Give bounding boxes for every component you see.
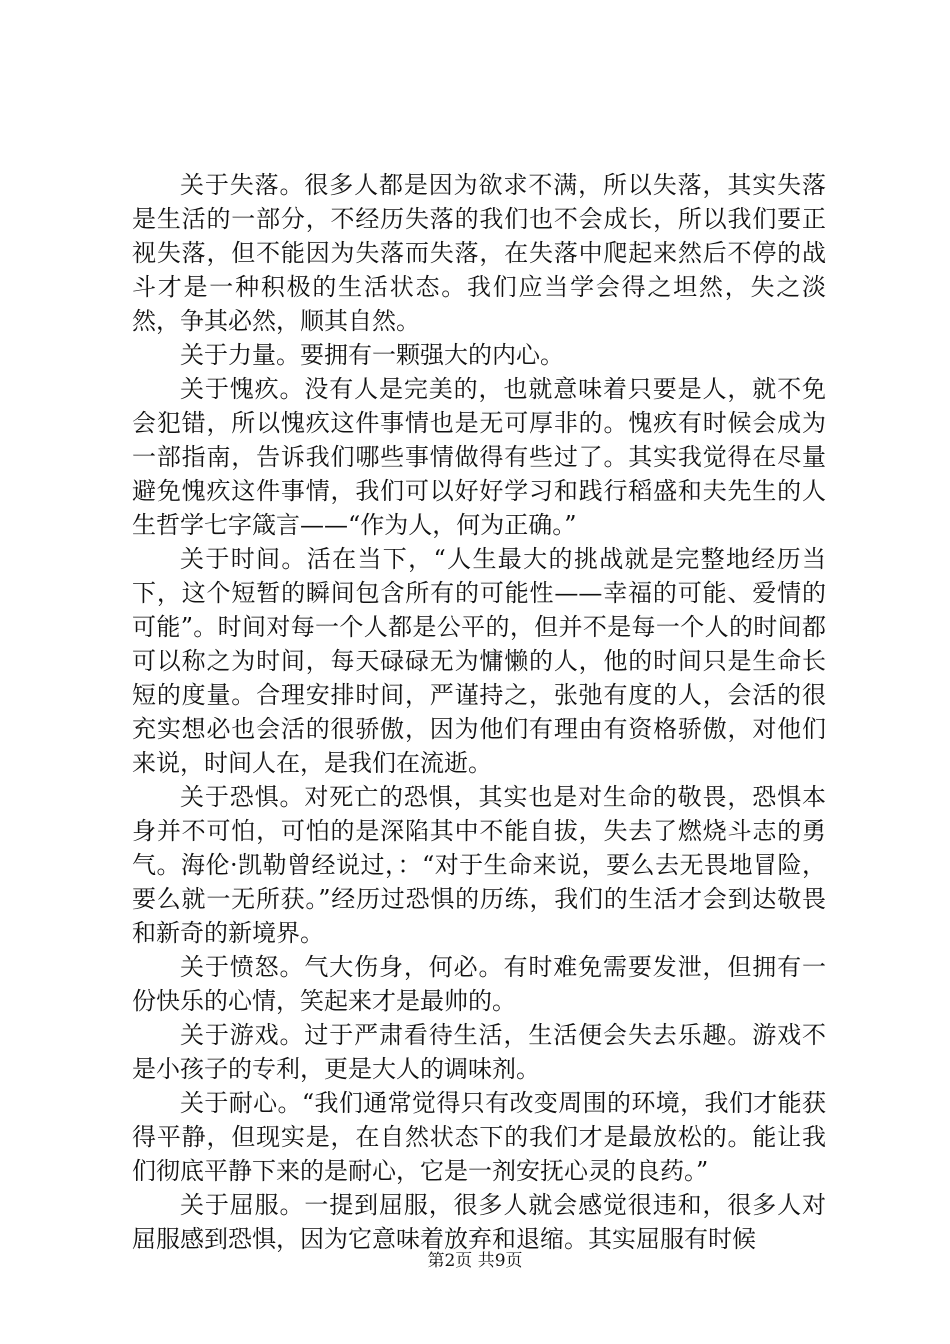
paragraph-surrender: 关于屈服。一提到屈服，很多人就会感觉很违和，很多人对屈服感到恐惧，因为它意味着放弃和退缩。其实屈服有时候 [132,1191,826,1253]
paragraph-time: 关于时间。活在当下，“人生最大的挑战就是完整地经历当下，这个短暂的瞬间包含所有的可能性——幸福的可能、爱情的可能”。时间对每一个人都是公平的，但并不是每一个人的时间都可以称之为时间，每天碌碌无为慵懒的人，他的时间只是生命长短的度量。合理安排时间，严谨持之，张弛有度的人，会活的很充实想必也会活的很骄傲，因为他们有理由有资格骄傲，对他们来说，时间人在，是我们在流逝。 [132,545,826,777]
paragraph-patience: 关于耐心。“我们通常觉得只有改变周围的环境，我们才能获得平静，但现实是，在自然状态下的我们才是最放松的。能让我们彻底平静下来的是耐心，它是一剂安抚心灵的良药。” [132,1089,826,1185]
paragraph-fear: 关于恐惧。对死亡的恐惧，其实也是对生命的敬畏，恐惧本身并不可怕，可怕的是深陷其中不能自拔，失去了燃烧斗志的勇气。海伦·凯勒曾经说过，：“对于生命来说，要么去无畏地冒险，要么就一无所获。”经历过恐惧的历练，我们的生活才会到达敬畏和新奇的新境界。 [132,783,826,947]
paragraph-games: 关于游戏。过于严肃看待生活，生活便会失去乐趣。游戏不是小孩子的专利，更是大人的调味剂。 [132,1021,826,1083]
paragraph-guilt: 关于愧疚。没有人是完美的，也就意味着只要是人，就不免会犯错，所以愧疚这件事情也是无可厚非的。愧疚有时候会成为一部指南，告诉我们哪些事情做得有些过了。其实我觉得在尽量避免愧疚这件事情，我们可以好好学习和践行稻盛和夫先生的人生哲学七字箴言——“作为人，何为正确。” [132,375,826,539]
paragraph-anger: 关于愤怒。气大伤身，何必。有时难免需要发泄，但拥有一份快乐的心情，笑起来才是最帅的。 [132,953,826,1015]
paragraph-loss: 关于失落。很多人都是因为欲求不满，所以失落，其实失落是生活的一部分，不经历失落的我们也不会成长，所以我们要正视失落，但不能因为失落而失落，在失落中爬起来然后不停的战斗才是一种积极的生活状态。我们应当学会得之坦然，失之淡然，争其必然，顺其自然。 [132,171,826,335]
page-number-footer: 第2页 共9页 [427,1251,523,1271]
document-body [132,168,826,1256]
paragraph-strength: 关于力量。要拥有一颗强大的内心。 [180,341,564,369]
